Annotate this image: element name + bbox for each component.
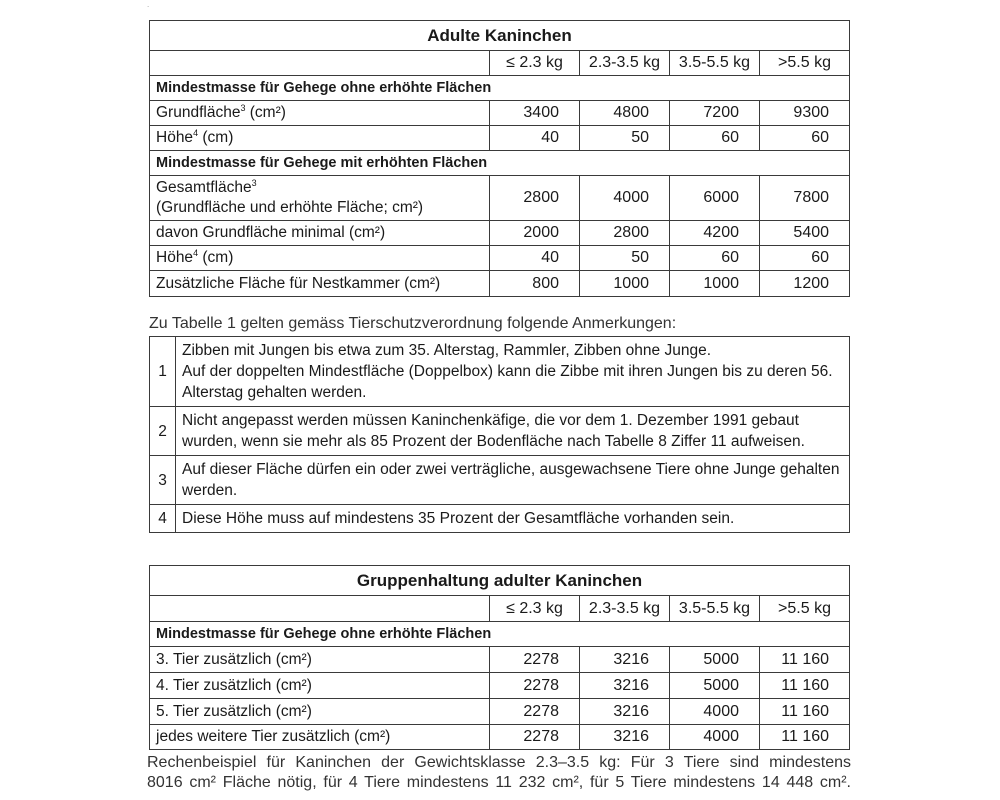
table-cell: 2800 [580, 221, 670, 246]
table-cell: 4000 [670, 725, 760, 750]
note-row [150, 407, 850, 456]
table-row [150, 176, 850, 221]
weight-class-header: 3.5-5.5 kg [670, 596, 760, 622]
table-cell: 11 160 [760, 673, 850, 699]
table-cell: 11 160 [760, 647, 850, 673]
table-cell: 1000 [670, 271, 760, 297]
header-row [150, 596, 850, 622]
section-heading: Mindestmasse für Gehege ohne erhöhte Flächen [150, 76, 850, 101]
table-cell: 7800 [760, 176, 850, 221]
table-cell: 2000 [490, 221, 580, 246]
table-cell: 3216 [580, 673, 670, 699]
table-group-housing [149, 565, 850, 750]
weight-class-header: ≤ 2.3 kg [490, 596, 580, 622]
table-cell: 40 [490, 246, 580, 271]
table-row [150, 699, 850, 725]
page-mark: . [147, 0, 150, 9]
note-row [150, 505, 850, 533]
table-cell: 3216 [580, 699, 670, 725]
table-cell: 60 [670, 126, 760, 151]
row-label: 5. Tier zusätzlich (cm²) [150, 699, 490, 725]
table-row [150, 221, 850, 246]
row-label: Höhe$^4$ (cm) [150, 126, 490, 151]
example-line-1: Rechenbeispiel für Kaninchen der Gewichtsklasse 2.3–3.5 kg: Für 3 Tiere sind mindestens [147, 754, 851, 771]
table-cell: 5400 [760, 221, 850, 246]
table-row [150, 673, 850, 699]
table-cell: 50 [580, 246, 670, 271]
table-cell: 6000 [670, 176, 760, 221]
table-cell: 800 [490, 271, 580, 297]
table-cell: 1200 [760, 271, 850, 297]
table-row [150, 271, 850, 297]
table-row [150, 246, 850, 271]
table-row [150, 725, 850, 750]
row-label: Höhe$^4$ (cm) [150, 246, 490, 271]
note-text: Zibben mit Jungen bis etwa zum 35. Alterstag, Rammler, Zibben ohne Junge. Auf der doppelten Mindestfläche (Doppelbox) kann die Zibbe mit ihren Jungen bis zu deren 56. Alterstag gehalten werden. [176, 337, 850, 407]
note-row [150, 337, 850, 407]
header-blank-cell [150, 596, 490, 622]
notes-table [149, 336, 850, 533]
table-title: Gruppenhaltung adulter Kaninchen [150, 566, 850, 596]
note-number: 3 [150, 456, 176, 505]
table-cell: 4200 [670, 221, 760, 246]
header-row [150, 51, 850, 76]
row-label: davon Grundfläche minimal (cm²) [150, 221, 490, 246]
table-title: Adulte Kaninchen [150, 21, 850, 51]
notes-intro: Zu Tabelle 1 gelten gemäss Tierschutzverordnung folgende Anmerkungen: [149, 315, 677, 332]
weight-class-header: 3.5-5.5 kg [670, 51, 760, 76]
table-cell: 60 [760, 246, 850, 271]
table-row [150, 126, 850, 151]
note-number: 4 [150, 505, 176, 533]
row-label: 4. Tier zusätzlich (cm²) [150, 673, 490, 699]
row-label: 3. Tier zusätzlich (cm²) [150, 647, 490, 673]
table-cell: 40 [490, 126, 580, 151]
table-cell: 50 [580, 126, 670, 151]
table-adult-rabbits [149, 20, 850, 297]
section-heading: Mindestmasse für Gehege mit erhöhten Flächen [150, 151, 850, 176]
weight-class-header: 2.3-3.5 kg [580, 596, 670, 622]
note-text: Auf dieser Fläche dürfen ein oder zwei verträgliche, ausgewachsene Tiere ohne Junge gehalten werden. [176, 456, 850, 505]
table-cell: 2278 [490, 699, 580, 725]
table-cell: 11 160 [760, 725, 850, 750]
table-cell: 3216 [580, 647, 670, 673]
weight-class-header: 2.3-3.5 kg [580, 51, 670, 76]
row-label: Zusätzliche Fläche für Nestkammer (cm²) [150, 271, 490, 297]
table-cell: 3216 [580, 725, 670, 750]
table-cell: 11 160 [760, 699, 850, 725]
table-row [150, 101, 850, 126]
table-row [150, 647, 850, 673]
weight-class-header: ≤ 2.3 kg [490, 51, 580, 76]
table-cell: 9300 [760, 101, 850, 126]
note-text: Diese Höhe muss auf mindestens 35 Prozent der Gesamtfläche vorhanden sein. [176, 505, 850, 533]
row-label: jedes weitere Tier zusätzlich (cm²) [150, 725, 490, 750]
section-heading: Mindestmasse für Gehege ohne erhöhte Flächen [150, 622, 850, 647]
weight-class-header: >5.5 kg [760, 596, 850, 622]
weight-class-header: >5.5 kg [760, 51, 850, 76]
table-cell: 7200 [670, 101, 760, 126]
row-label: Grundfläche$^3$ (cm²) [150, 101, 490, 126]
table-cell: 2278 [490, 673, 580, 699]
table-cell: 60 [760, 126, 850, 151]
example-line-2: 8016 cm² Fläche nötig, für 4 Tiere mindestens 11 232 cm², für 5 Tiere mindestens 14 448 cm². [147, 774, 851, 791]
row-label: Gesamtfläche$^3$ (Grundfläche und erhöhte Fläche; cm²) [150, 176, 490, 221]
note-row [150, 456, 850, 505]
note-number: 1 [150, 337, 176, 407]
table-cell: 2278 [490, 725, 580, 750]
calculation-example [147, 753, 851, 793]
table-cell: 4000 [670, 699, 760, 725]
table-cell: 1000 [580, 271, 670, 297]
header-blank-cell [150, 51, 490, 76]
table-cell: 3400 [490, 101, 580, 126]
table-cell: 2278 [490, 647, 580, 673]
table-cell: 5000 [670, 647, 760, 673]
table-cell: 60 [670, 246, 760, 271]
note-number: 2 [150, 407, 176, 456]
table-cell: 4800 [580, 101, 670, 126]
table-cell: 4000 [580, 176, 670, 221]
table-cell: 2800 [490, 176, 580, 221]
table-cell: 5000 [670, 673, 760, 699]
note-text: Nicht angepasst werden müssen Kaninchenkäfige, die vor dem 1. Dezember 1991 gebaut wurden, wenn sie mehr als 85 Prozent der Bodenfläche nach Tabelle 8 Ziffer 11 aufweisen. [176, 407, 850, 456]
